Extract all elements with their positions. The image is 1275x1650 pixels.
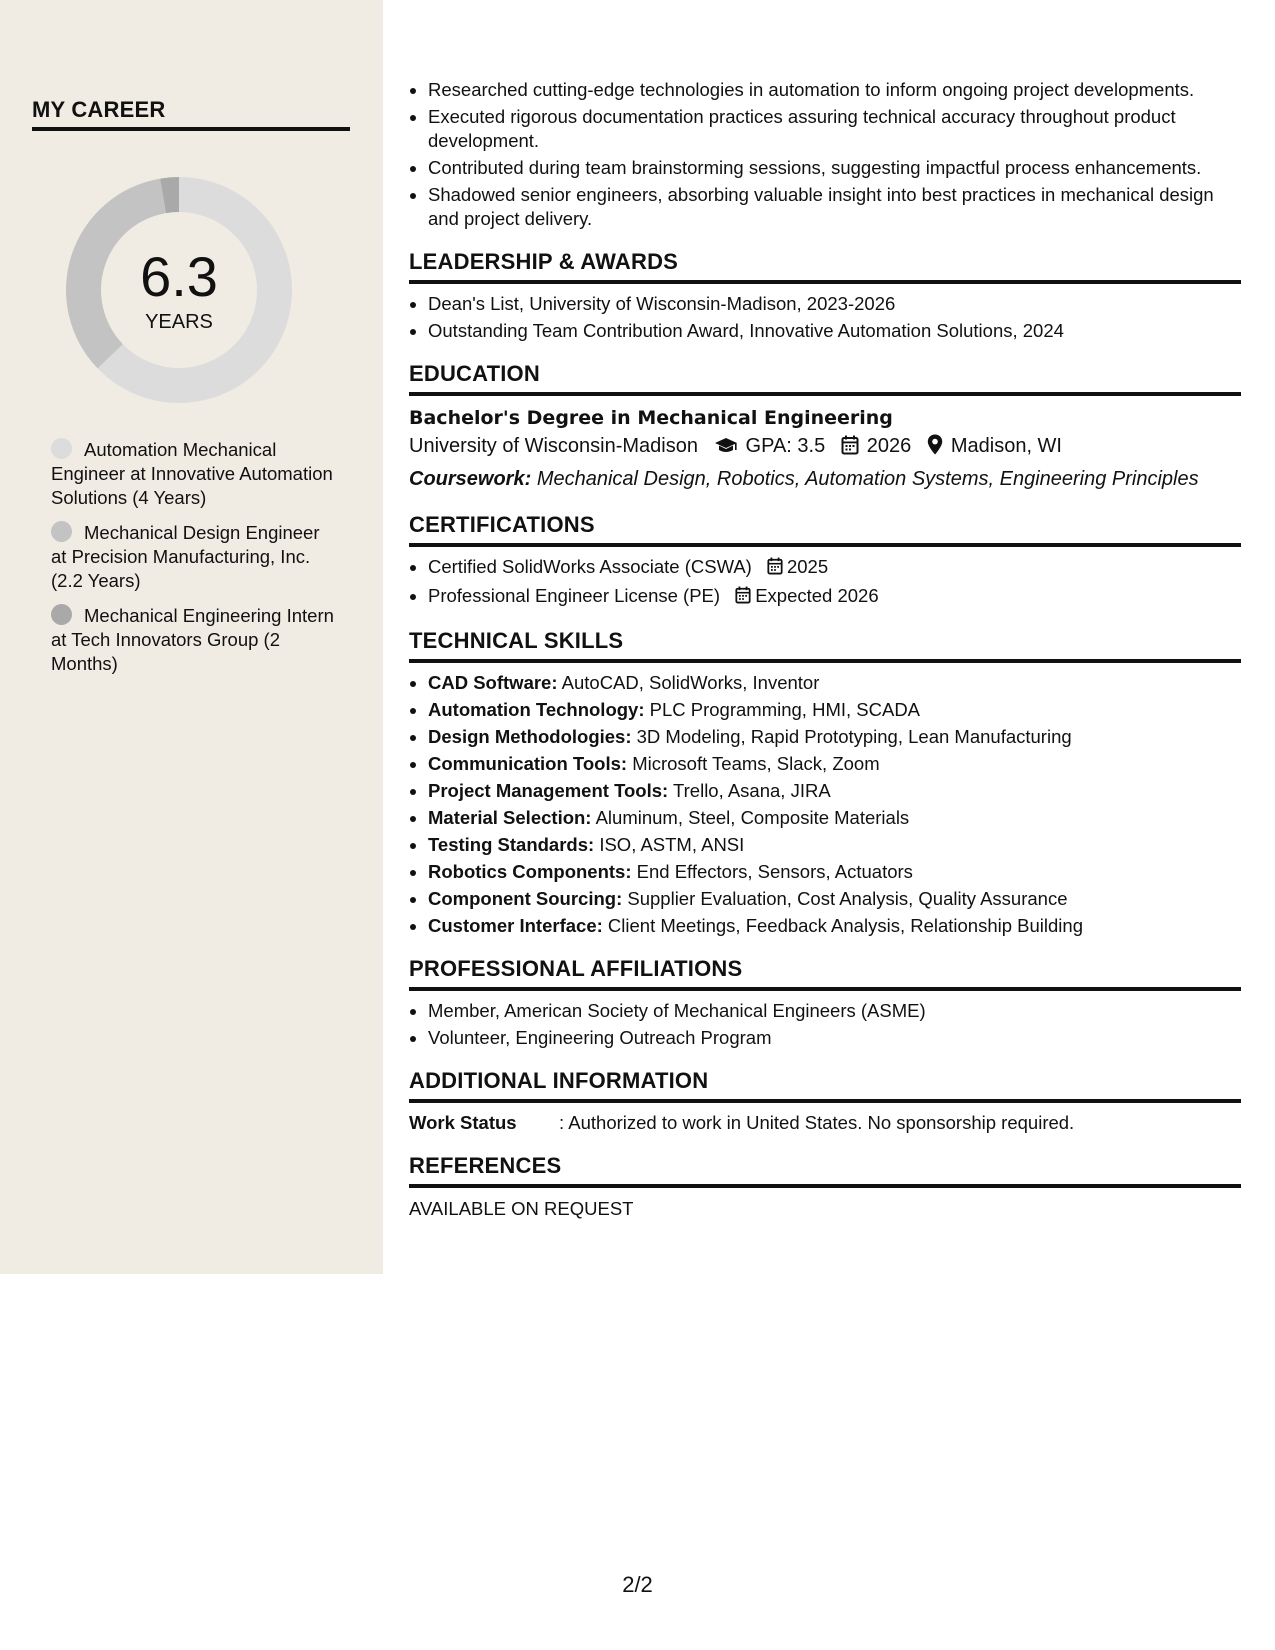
- skill-value: AutoCAD, SolidWorks, Inventor: [561, 672, 820, 693]
- graduation-year: 2026: [866, 435, 912, 457]
- skill-value: End Effectors, Sensors, Actuators: [636, 861, 913, 882]
- list-item: • Researched cutting-edge technologies in automation to inform ongoing project developments.: [428, 78, 1241, 102]
- school: University of Wisconsin-Madison: [409, 435, 698, 457]
- skill-label: Design Methodologies:: [428, 726, 632, 747]
- list-item: • Shadowed senior engineers, absorbing valuable insight into best practices in mechanical design and project delivery.: [428, 183, 1241, 231]
- section-title: ADDITIONAL INFORMATION: [409, 1068, 1241, 1103]
- skill-label: Component Sourcing:: [428, 888, 623, 909]
- list-item: [428, 698, 1241, 722]
- degree: Bachelor's Degree in Mechanical Engineering: [409, 407, 893, 429]
- skill-value: Microsoft Teams, Slack, Zoom: [632, 753, 880, 774]
- references-text: AVAILABLE ON REQUEST: [409, 1198, 634, 1219]
- coursework-value: Mechanical Design, Robotics, Automation Systems, Engineering Principles: [536, 468, 1199, 490]
- calendar-icon: [767, 557, 783, 581]
- affiliations-list: [409, 999, 1241, 1050]
- section-title: TECHNICAL SKILLS: [409, 628, 1241, 663]
- calendar-icon: [735, 586, 751, 610]
- work-status-value: : Authorized to work in United States. No sponsorship required.: [559, 1112, 1075, 1133]
- list-item: [428, 887, 1241, 911]
- leadership-section: [409, 249, 1241, 343]
- total-years-unit: YEARS: [145, 311, 213, 333]
- skill-value: Trello, Asana, JIRA: [673, 780, 831, 801]
- coursework-label: Coursework:: [409, 468, 532, 490]
- skills-list: [409, 671, 1241, 938]
- section-title: LEADERSHIP & AWARDS: [409, 249, 1241, 284]
- coursework: [409, 464, 1241, 494]
- additional-section: [409, 1068, 1241, 1135]
- skill-label: Communication Tools:: [428, 753, 628, 774]
- education-section: [409, 361, 1241, 494]
- page-number: 2/2: [622, 1572, 653, 1597]
- skill-label: Robotics Components:: [428, 861, 632, 882]
- section-title: PROFESSIONAL AFFILIATIONS: [409, 956, 1241, 991]
- list-item: [428, 806, 1241, 830]
- list-item: • Member, American Society of Mechanical Engineers (ASME): [428, 999, 1241, 1023]
- skill-value: Client Meetings, Feedback Analysis, Relationship Building: [607, 915, 1083, 936]
- skill-label: Automation Technology:: [428, 699, 645, 720]
- legend-dot: [51, 438, 72, 459]
- certifications-section: [409, 512, 1241, 610]
- list-item: • Outstanding Team Contribution Award, Innovative Automation Solutions, 2024: [428, 319, 1241, 343]
- list-item: • Contributed during team brainstorming sessions, suggesting impactful process enhancements.: [428, 156, 1241, 180]
- career-item: [51, 521, 336, 593]
- leadership-list: [409, 292, 1241, 343]
- total-years-value: 6.3: [140, 245, 218, 308]
- list-item: [428, 671, 1241, 695]
- skill-label: CAD Software:: [428, 672, 558, 693]
- skill-label: Project Management Tools:: [428, 780, 669, 801]
- cert-date: Expected 2026: [755, 585, 879, 606]
- skill-value: Aluminum, Steel, Composite Materials: [595, 807, 910, 828]
- list-item: [428, 584, 1241, 610]
- legend-dot: [51, 604, 72, 625]
- skill-label: Customer Interface:: [428, 915, 603, 936]
- skills-section: [409, 628, 1241, 938]
- list-item: [428, 779, 1241, 803]
- work-status-label: Work Status: [409, 1112, 517, 1133]
- main-content: [409, 78, 1241, 1220]
- career-donut-chart: [66, 177, 292, 403]
- experience-bullets: [409, 78, 1241, 231]
- cert-name: Certified SolidWorks Associate (CSWA): [428, 556, 752, 577]
- section-title: REFERENCES: [409, 1153, 1241, 1188]
- map-pin-icon: [927, 434, 943, 464]
- career-item: [51, 438, 336, 510]
- skill-value: 3D Modeling, Rapid Prototyping, Lean Manufacturing: [636, 726, 1072, 747]
- skill-value: Supplier Evaluation, Cost Analysis, Quality Assurance: [627, 888, 1068, 909]
- list-item: • Executed rigorous documentation practices assuring technical accuracy throughout product development.: [428, 105, 1241, 153]
- career-title: MY CAREER: [32, 97, 350, 131]
- sidebar: [0, 0, 383, 1274]
- gpa: GPA: 3.5: [745, 435, 826, 457]
- skill-label: Testing Standards:: [428, 834, 595, 855]
- section-title: EDUCATION: [409, 361, 1241, 396]
- career-item-text: Mechanical Engineering Intern at Tech Innovators Group (2 Months): [51, 605, 334, 674]
- list-item: [428, 833, 1241, 857]
- certifications-list: [409, 555, 1241, 610]
- cert-date: 2025: [786, 556, 829, 577]
- location: Madison, WI: [950, 435, 1062, 457]
- calendar-icon: [841, 434, 859, 464]
- affiliations-section: [409, 956, 1241, 1050]
- list-item: [428, 725, 1241, 749]
- list-item: [428, 914, 1241, 938]
- graduation-cap-icon: [714, 434, 738, 464]
- skill-value: ISO, ASTM, ANSI: [599, 834, 745, 855]
- list-item: [428, 752, 1241, 776]
- cert-name: Professional Engineer License (PE): [428, 585, 721, 606]
- skill-value: PLC Programming, HMI, SCADA: [649, 699, 921, 720]
- career-item-text: Mechanical Design Engineer at Precision Manufacturing, Inc. (2.2 Years): [51, 522, 320, 591]
- list-item: • Dean's List, University of Wisconsin-Madison, 2023-2026: [428, 292, 1241, 316]
- list-item: [428, 555, 1241, 581]
- legend-dot: [51, 521, 72, 542]
- list-item: [428, 860, 1241, 884]
- work-status-row: [409, 1111, 1241, 1135]
- career-item: [51, 604, 336, 676]
- skill-label: Material Selection:: [428, 807, 592, 828]
- references-section: [409, 1153, 1241, 1220]
- section-title: CERTIFICATIONS: [409, 512, 1241, 547]
- career-item-text: Automation Mechanical Engineer at Innovative Automation Solutions (4 Years): [51, 439, 333, 508]
- education-details: [409, 431, 1241, 464]
- list-item: • Volunteer, Engineering Outreach Program: [428, 1026, 1241, 1050]
- career-legend: [51, 438, 336, 687]
